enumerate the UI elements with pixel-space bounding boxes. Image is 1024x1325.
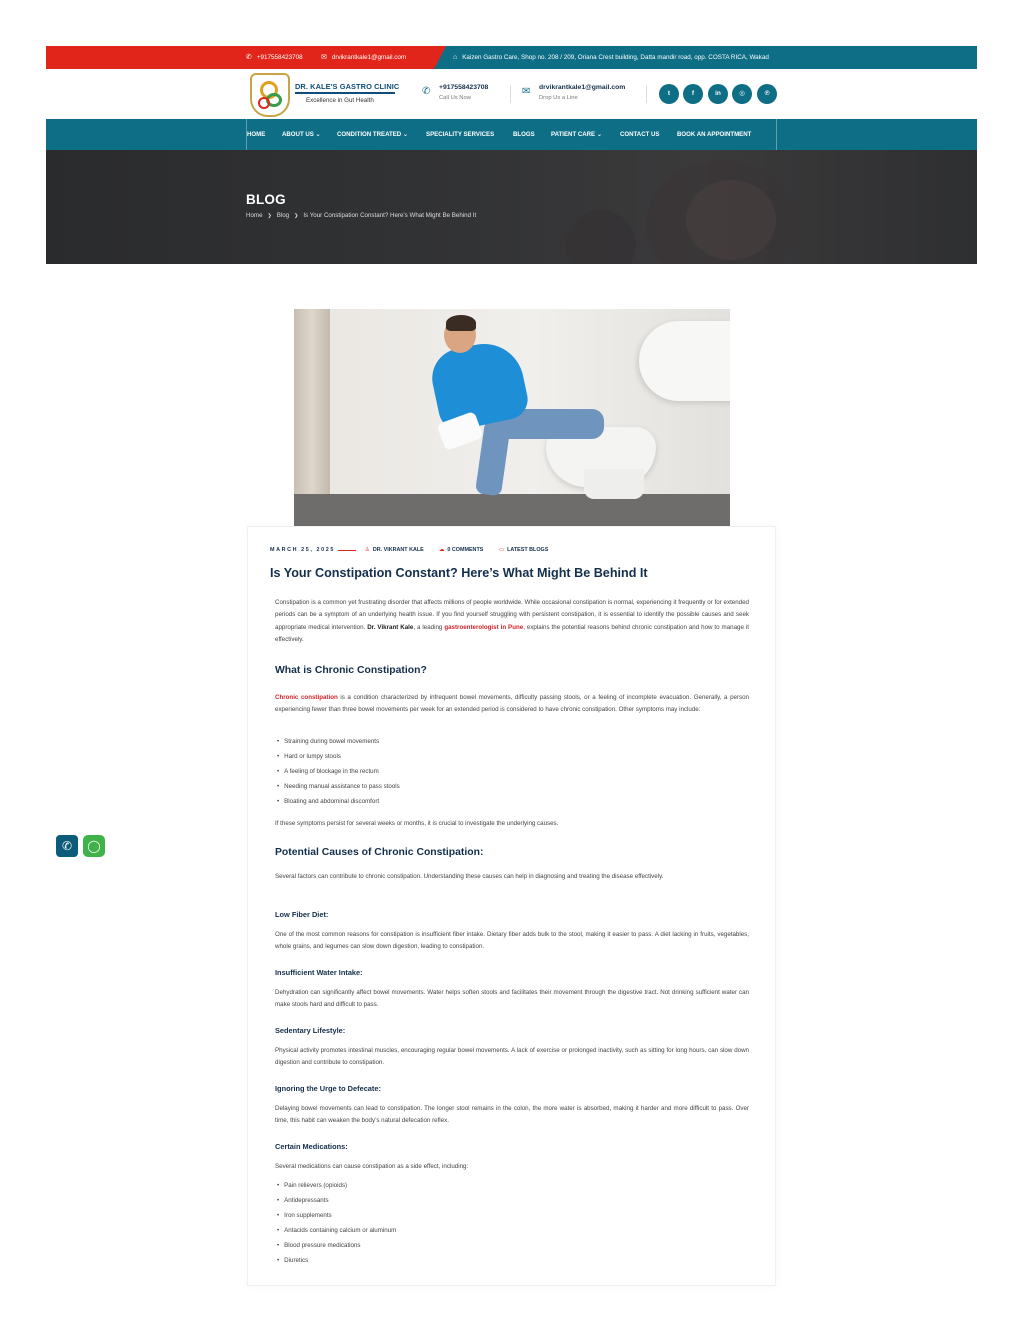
header-call-label: Call Us Now bbox=[439, 95, 471, 101]
page-banner bbox=[46, 150, 977, 264]
list-item: • Hard or lumpy stools bbox=[277, 749, 677, 764]
page-title: BLOG bbox=[246, 192, 286, 207]
causes-intro-paragraph: Several factors can contribute to chronic constipation. Understanding these causes can help in diagnosing and treating the disease effectively. bbox=[275, 873, 664, 880]
envelope-icon: ✉ bbox=[522, 86, 531, 97]
post-category[interactable]: ▭ LATEST BLOGS bbox=[499, 547, 549, 553]
article-hero-image bbox=[294, 309, 730, 526]
nav-item-contact-us[interactable]: CONTACT US bbox=[620, 131, 660, 138]
logo-divider bbox=[295, 92, 395, 94]
pinterest-icon[interactable]: ℗ bbox=[757, 84, 777, 104]
heading-low-fiber-diet: Low Fiber Diet: bbox=[275, 910, 329, 919]
phone-icon: ✆ bbox=[61, 839, 73, 853]
list-item: • Diuretics bbox=[277, 1253, 677, 1268]
breadcrumb bbox=[246, 212, 476, 219]
header-call-number: +917558423708 bbox=[439, 84, 489, 91]
user-icon: ♙ bbox=[365, 547, 370, 553]
heading-ignoring-urge: Ignoring the Urge to Defecate: bbox=[275, 1084, 381, 1093]
urge-paragraph: Delaying bowel movements can lead to constipation. The longer stool remains in the colon, the more water is absorbed, making it harder and more difficult to pass. Over time, this habit can weaken the body’s natural defecation reflex. bbox=[275, 1105, 749, 1125]
intro-paragraph: Constipation is a common yet frustrating disorder that affects millions of people worldwide. While occasional constipation is normal, experiencing it frequently or for extended periods can be a symptom of an underlying health issue. If you find yourself struggling with persistent constipation, it is essential to identify the possible causes and seek appropriate medical intervention. Dr. Vikrant Kale, a leading gastroenterologist in Pune, explains the potential reasons behind chronic constipation and how to manage it effectively. bbox=[275, 599, 749, 643]
list-item: • A feeling of blockage in the rectum bbox=[277, 764, 677, 779]
phone-icon: ✆ bbox=[246, 54, 252, 61]
nav-item-patient-care[interactable]: PATIENT CARE ⌄ bbox=[551, 131, 602, 138]
nav-item-book-appointment[interactable]: BOOK AN APPOINTMENT bbox=[677, 131, 752, 138]
whatsapp-icon: ◯ bbox=[87, 839, 101, 853]
list-item: • Pain relievers (opioids) bbox=[277, 1178, 677, 1193]
top-address-text: Kaizen Gastro Care, Shop no. 208 / 209, Oriana Crest building, Datta mandir road, opp. COSTA RICA, Wakad bbox=[462, 54, 769, 61]
chronic-constipation-link[interactable]: Chronic constipation bbox=[275, 694, 338, 701]
nav-item-home[interactable]: HOME bbox=[247, 131, 266, 138]
logo-tagline: Excellence in Gut Health bbox=[306, 97, 374, 104]
list-item: • Antacids containing calcium or aluminum bbox=[277, 1223, 677, 1238]
top-phone-link[interactable] bbox=[246, 46, 303, 69]
gastroenterologist-link[interactable]: gastroenterologist in Pune bbox=[444, 623, 524, 631]
nav-item-speciality-services[interactable]: SPECIALITY SERVICES bbox=[426, 131, 495, 138]
list-item: • Needing manual assistance to pass stools bbox=[277, 779, 677, 794]
twitter-icon[interactable]: t bbox=[659, 84, 679, 104]
post-author[interactable]: ♙ DR. VIKRANT KALE bbox=[365, 547, 424, 553]
divider bbox=[338, 550, 356, 551]
breadcrumb-blog[interactable]: Blog bbox=[276, 212, 290, 219]
list-item: • Antidepressants bbox=[277, 1193, 677, 1208]
fiber-paragraph: One of the most common reasons for constipation is insufficient fiber intake. Dietary fiber adds bulk to the stool, making it easier to pass. A diet lacking in fruits, vegetables, whole grains, and legumes can slow down digestion, leading to constipation. bbox=[275, 931, 749, 951]
divider bbox=[510, 85, 511, 103]
breadcrumb-current: Is Your Constipation Constant? Here’s What Might Be Behind It bbox=[303, 212, 477, 219]
top-email-text: drvikrantkale1@gmail.com bbox=[331, 54, 407, 61]
top-email-link[interactable] bbox=[321, 46, 406, 69]
medications-list bbox=[277, 1178, 677, 1268]
heading-sedentary-lifestyle: Sedentary Lifestyle: bbox=[275, 1026, 346, 1035]
nav-item-blogs[interactable]: BLOGS bbox=[513, 131, 535, 138]
instagram-icon[interactable]: ◎ bbox=[732, 84, 752, 104]
list-item: • Bloating and abdominal discomfort bbox=[277, 794, 677, 809]
heading-insufficient-water: Insufficient Water Intake: bbox=[275, 968, 363, 977]
logo-title[interactable]: DR. KALE'S GASTRO CLINIC bbox=[295, 82, 400, 91]
list-item: • Straining during bowel movements bbox=[277, 734, 677, 749]
facebook-icon[interactable]: f bbox=[683, 84, 703, 104]
folder-icon: ▭ bbox=[499, 547, 505, 553]
envelope-icon: ✉ bbox=[321, 54, 327, 61]
article-title: Is Your Constipation Constant? Here’s What Might Be Behind It bbox=[270, 566, 648, 580]
call-float-button[interactable] bbox=[56, 835, 78, 857]
comment-icon: ☁ bbox=[439, 547, 445, 553]
author-name: Dr. Vikrant Kale bbox=[367, 623, 414, 631]
chevron-right-icon: ❯ bbox=[267, 213, 272, 219]
top-address bbox=[453, 46, 769, 69]
top-contact-bar bbox=[46, 46, 977, 69]
home-icon: ⌂ bbox=[453, 54, 458, 61]
symptoms-list bbox=[277, 734, 677, 809]
chevron-down-icon: ⌄ bbox=[402, 131, 409, 138]
chevron-down-icon: ⌄ bbox=[315, 131, 321, 138]
whatsapp-float-button[interactable] bbox=[83, 835, 105, 857]
breadcrumb-home[interactable]: Home bbox=[246, 212, 263, 219]
list-item: • Iron supplements bbox=[277, 1208, 677, 1223]
sedentary-paragraph: Physical activity promotes intestinal muscles, encouraging regular bowel movements. A lack of exercise or prolonged inactivity, such as sitting for long hours, can slow down digestion and contribute to constipation. bbox=[275, 1047, 749, 1067]
post-comments[interactable]: ☁ 0 COMMENTS bbox=[439, 547, 484, 553]
list-item: • Blood pressure medications bbox=[277, 1238, 677, 1253]
heading-certain-medications: Certain Medications: bbox=[275, 1142, 348, 1151]
linkedin-icon[interactable]: in bbox=[708, 84, 728, 104]
header-mail-address: drvikrantkale1@gmail.com bbox=[539, 84, 626, 91]
post-date: MARCH 25, 2025 bbox=[270, 547, 335, 553]
site-header bbox=[46, 69, 977, 119]
nav-item-condition-treated[interactable]: CONDITION TREATED ⌄ bbox=[337, 131, 409, 138]
persist-paragraph: If these symptoms persist for several weeks or months, it is crucial to investigate the underlying causes. bbox=[275, 820, 559, 827]
chevron-right-icon: ❯ bbox=[294, 213, 299, 219]
header-mail-label: Drop Us a Line bbox=[539, 95, 578, 101]
meds-intro-paragraph: Several medications can cause constipation as a side effect, including: bbox=[275, 1163, 469, 1170]
clinic-logo-icon[interactable] bbox=[250, 73, 290, 117]
heading-what-is-chronic-constipation: What is Chronic Constipation? bbox=[275, 665, 427, 676]
phone-icon: ✆ bbox=[422, 86, 431, 97]
main-navigation bbox=[46, 119, 977, 150]
water-paragraph: Dehydration can significantly affect bowel movements. Water helps soften stools and facilitates their movement through the digestive tract. Not drinking sufficient water can make stools hard and difficult to pass. bbox=[275, 989, 749, 1009]
what-paragraph: Chronic constipation is a condition characterized by infrequent bowel movements, difficulty passing stools, or a feeling of incomplete evacuation. Generally, a person experiencing fewer than three bowel movements per week for an extended period is considered to have chronic constipation. Other symptoms may include: bbox=[275, 694, 749, 714]
heading-potential-causes: Potential Causes of Chronic Constipation: bbox=[275, 847, 484, 858]
divider bbox=[646, 85, 647, 103]
nav-item-about-us[interactable]: ABOUT US ⌄ bbox=[282, 131, 321, 138]
chevron-down-icon: ⌄ bbox=[596, 131, 602, 138]
top-phone-text: +917558423708 bbox=[256, 54, 303, 61]
